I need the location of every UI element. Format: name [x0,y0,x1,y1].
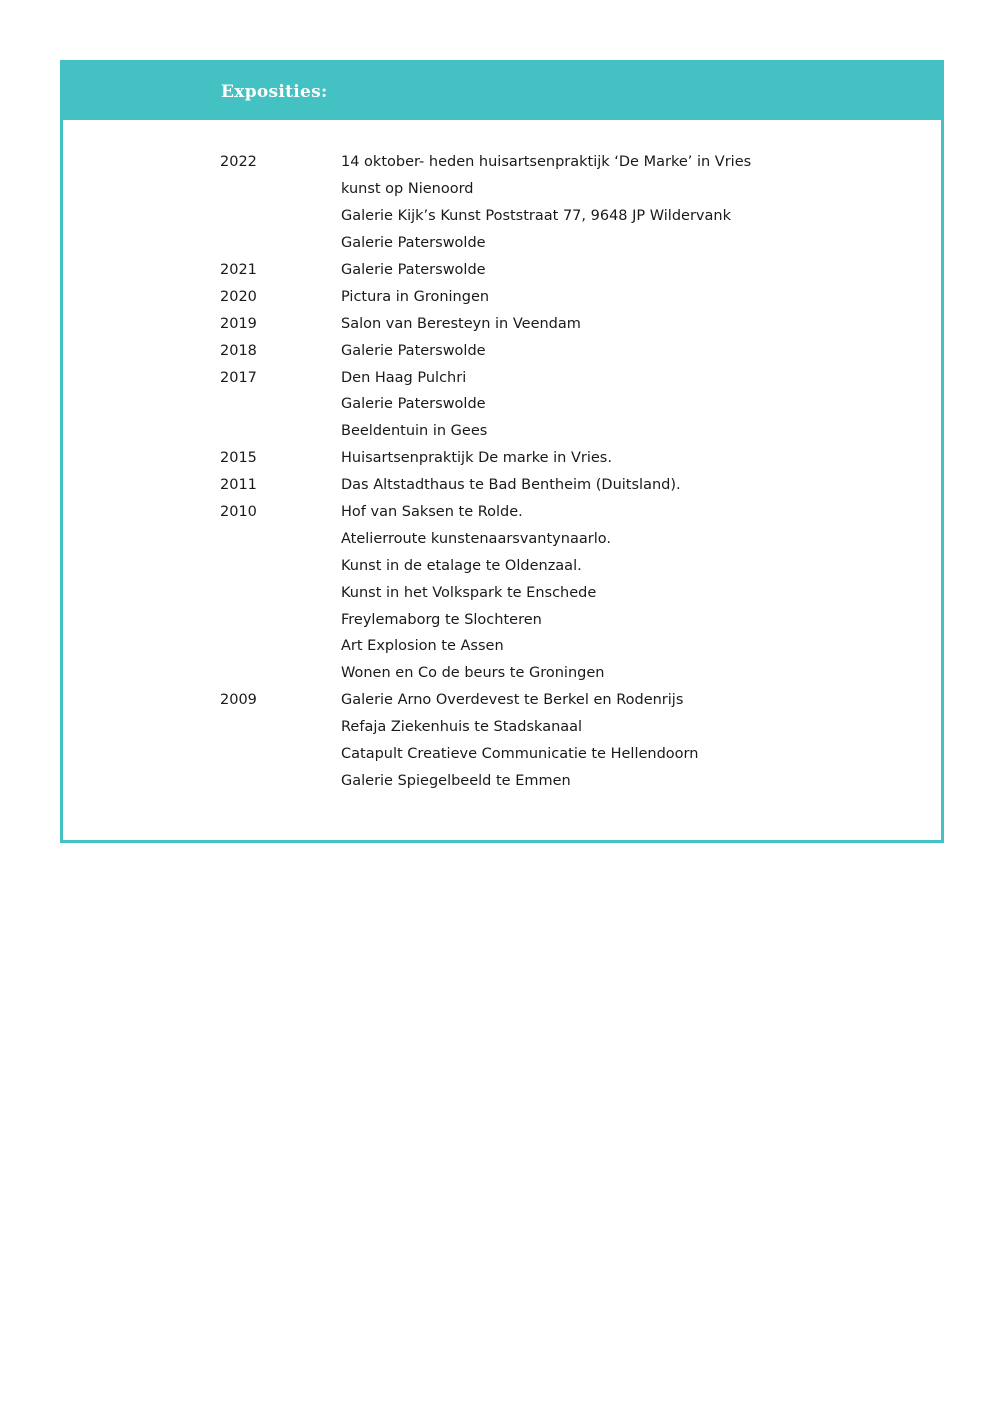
exhibition-place: Den Haag Pulchri [341,369,467,386]
exhibition-place: 14 oktober- heden huisartsenpraktijk ‘De Marke’ in Vries [341,154,752,171]
exhibition-row [220,257,921,284]
exhibition-year: 2010 [220,504,257,521]
exhibition-row [220,337,921,364]
exhibition-year: 2011 [220,477,257,494]
exhibition-place: kunst op Nienoord [341,181,474,198]
section-title: Exposities: [221,82,328,102]
exhibition-list [220,149,921,794]
exhibition-place: Atelierroute kunstenaarsvantynaarlo. [341,530,611,547]
exhibition-place: Kunst in het Volkspark te Enschede [341,584,597,601]
exhibition-place: Art Explosion te Assen [341,638,504,655]
exhibition-row [220,310,921,337]
exhibition-row [220,203,921,230]
exhibition-row [220,660,921,687]
exhibition-place: Wonen en Co de beurs te Groningen [341,665,605,682]
exhibition-row [220,633,921,660]
exhibition-row [220,525,921,552]
exhibition-place: Refaja Ziekenhuis te Stadskanaal [341,719,583,736]
exhibition-row [220,552,921,579]
exhibition-place: Galerie Paterswolde [341,396,486,413]
exhibition-place: Galerie Paterswolde [341,235,486,252]
exhibition-row [220,283,921,310]
exhibition-place: Galerie Spiegelbeeld te Emmen [341,772,571,789]
exhibition-year: 2020 [220,288,257,305]
exhibition-row [220,767,921,794]
exhibition-place: Kunst in de etalage te Oldenzaal. [341,557,582,574]
exhibition-year: 2022 [220,154,257,171]
exhibition-year: 2015 [220,450,257,467]
exhibition-row [220,741,921,768]
exhibition-place: Galerie Arno Overdevest te Berkel en Rodenrijs [341,692,684,709]
exhibition-row [220,499,921,526]
exhibition-place: Beeldentuin in Gees [341,423,488,440]
exhibition-row [220,364,921,391]
exhibition-place: Galerie Paterswolde [341,262,486,278]
exhibition-row [220,579,921,606]
exhibition-place: Galerie Kijk’s Kunst Poststraat 77, 9648 JP Wildervank [341,208,731,225]
exhibition-place: Pictura in Groningen [341,288,490,305]
panel-header [63,63,941,120]
exhibition-place: Salon van Beresteyn in Veendam [341,315,581,332]
exhibition-year: 2017 [220,369,257,386]
exhibition-row [220,606,921,633]
exhibitions-panel [60,60,944,843]
exhibition-row [220,445,921,472]
exhibition-row [220,391,921,418]
exhibition-place: Catapult Creatieve Communicatie te Hellendoorn [341,746,699,763]
exhibition-row [220,149,921,176]
exhibition-row [220,176,921,203]
exhibition-row [220,472,921,499]
exhibition-year: 2019 [220,315,257,332]
exhibition-place: Galerie Paterswolde [341,342,486,359]
exhibition-year: 2009 [220,692,257,709]
exhibition-year: 2021 [220,262,257,278]
exhibition-row [220,714,921,741]
exhibition-year: 2018 [220,342,257,359]
exhibition-place: Hof van Saksen te Rolde. [341,504,523,521]
exhibition-place: Freylemaborg te Slochteren [341,611,542,628]
exhibition-place: Huisartsenpraktijk De marke in Vries. [341,450,612,467]
exhibition-row [220,418,921,445]
exhibition-row [220,230,921,257]
exhibition-row [220,687,921,714]
exhibition-place: Das Altstadthaus te Bad Bentheim (Duitsland). [341,477,681,494]
